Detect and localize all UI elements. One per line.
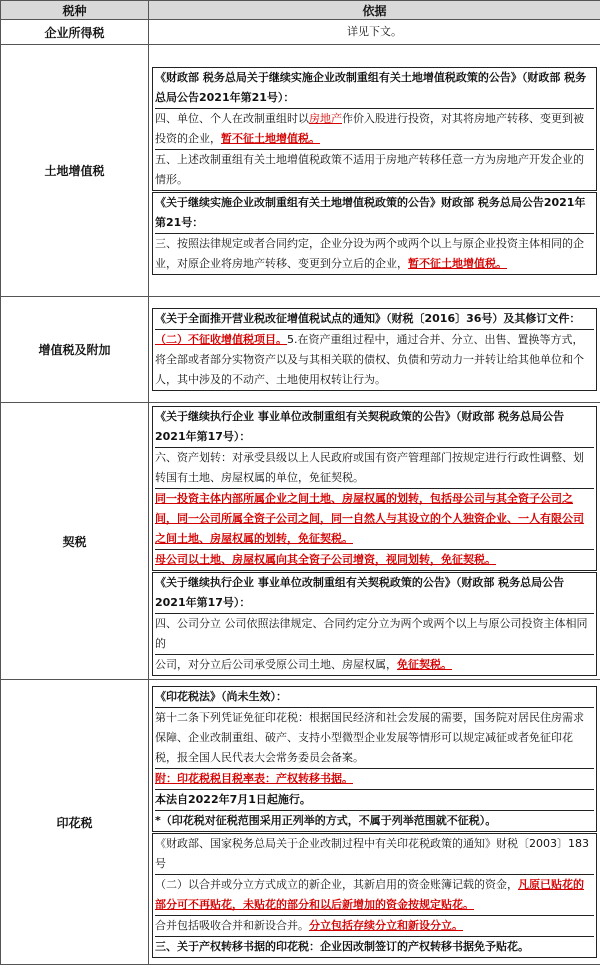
deed-doc2-p4b-line: [155, 655, 594, 675]
deed-doc2-p4a: 四、公司分立 公司依照法律规定、合同约定分立为两个或两个以上与原公司投资主体相同的: [155, 614, 594, 655]
land-doc2-p3-a: 三、按照法律规定或者合同约定，企业分设为两个或两个以上与原企业投资主体相同的企业，对原企业将房地产转移、变更到分立后的企业，: [155, 237, 584, 270]
basis-deed: [149, 403, 600, 680]
land-doc2-box: [152, 192, 597, 275]
stamp-merge-red: 分立包括存续分立和新设分立。: [309, 919, 463, 932]
land-doc2-title: 《关于继续实施企业改制重组有关土地增值税政策的公告》财政部 税务总局公告2021年第21号：: [155, 193, 594, 234]
stamp-merge: [155, 916, 594, 937]
land-doc1-p5: 五、上述改制重组有关土地增值税政策不适用于房地产转移任意一方为房地产开发企业的情形。: [155, 150, 594, 190]
row-land: [1, 45, 600, 297]
basis-cit: 详见下文。: [149, 20, 600, 45]
stamp-p2: [155, 875, 594, 916]
stamp-art12: 第十二条下列凭证免征印花税：根据国民经济和社会发展的需要，国务院对居民住房需求保障、企业改制重组、破产、支持小型微型企业发展等情形可以规定减征或者免征印花税，报全国人民代表大会常务委员会备案。: [155, 708, 594, 769]
land-doc1-title: 《财政部 税务总局关于继续实施企业改制重组有关土地增值税政策的公告》（财政部 税务总局公告2021年第21号）：: [155, 68, 594, 109]
deed-doc1-red1: 同一投资主体内部所属企业之间土地、房屋权属的划转，包括母公司与其全资子公司之间，同一公司所属全资子公司之间，同一自然人与其设立的个人独资企业、一人有限公司之间土地、房屋权属的划转，免征契税。: [155, 489, 594, 550]
row-vat: [1, 297, 600, 403]
stamp-appendix: 附：印花税税目税率表：产权转移书据。: [155, 769, 594, 790]
deed-doc1-title: 《关于继续执行企业 事业单位改制重组有关契税政策的公告》（财政部 税务总局公告2021年第17号）：: [155, 407, 594, 448]
tax-name-stamp: 印花税: [1, 680, 149, 965]
stamp-merge-a: 合并包括吸收合并和新设合并。: [155, 919, 309, 932]
row-deed: [1, 403, 600, 680]
row-stamp: [1, 680, 600, 965]
land-doc1-p4-b: 作价入股进行投资，对其将房地产转移、变更到被投资的企业，: [155, 112, 584, 145]
stamp-notice-box: [152, 833, 597, 958]
land-doc1-p4-a: 四、单位、个人在改制重组时以: [155, 112, 309, 125]
header-tax: 税种: [1, 1, 149, 20]
land-doc1-p4-c: 暂不征土地增值税。: [221, 132, 320, 145]
land-doc1-box: [152, 67, 597, 191]
stamp-law-title-line: [155, 687, 594, 708]
vat-p-red: （二）不征收增值税项目。: [155, 333, 287, 346]
vat-box: [152, 308, 597, 391]
deed-doc2-p4b: 公司，对分立后公司承受原公司土地、房屋权属，: [155, 658, 397, 671]
stamp-law-box: [152, 686, 597, 832]
stamp-enumerate-note: *（印花税对征税范围采用正列举的方式，不属于列举范围就不征税）。: [155, 811, 594, 831]
row-cit: [1, 20, 600, 45]
vat-p: [155, 330, 594, 390]
deed-doc1-p6: 六、资产划转：对承受县级以上人民政府或国有资产管理部门按规定进行行政性调整、划转国有土地、房屋权属的单位，免征契税。: [155, 448, 594, 489]
basis-land: [149, 45, 600, 297]
stamp-p3: 三、关于产权转移书据的印花税：企业因改制签订的产权转移书据免予贴花。: [155, 937, 594, 957]
tax-name-vat: 增值税及附加: [1, 297, 149, 403]
deed-doc2-box: [152, 572, 597, 676]
stamp-effective: 本法自2022年7月1日起施行。: [155, 790, 594, 811]
deed-doc1-box: [152, 406, 597, 571]
tax-name-deed: 契税: [1, 403, 149, 680]
tax-name-land: 土地增值税: [1, 45, 149, 297]
deed-doc2-red: 免征契税。: [397, 658, 452, 671]
stamp-law-note: （尚未生效）：: [221, 690, 287, 703]
land-doc1-p4-red: 房地产: [309, 112, 342, 125]
basis-stamp: [149, 680, 600, 965]
stamp-p2-red: 凡原已贴花的部分可不再贴花，未贴花的部分和以后新增加的资金按规定贴花。: [155, 878, 584, 911]
deed-doc1-red2: 母公司以土地、房屋权属向其全资子公司增资，视同划转，免征契税。: [155, 550, 594, 570]
stamp-law-title: 《印花税法》: [155, 690, 221, 703]
stamp-p2-a: （二）以合并或分立方式成立的新企业，其新启用的资金账簿记载的资金，: [155, 878, 518, 891]
vat-title: 《关于全面推开营业税改征增值税试点的通知》（财税〔2016〕36号）及其修订文件：: [155, 309, 594, 330]
vat-p-text: 5.在资产重组过程中，通过合并、分立、出售、置换等方式，将全部或者部分实物资产以及与其相关联的债权、负债和劳动力一并转让给其他单位和个人，其中涉及的不动产、土地使用权转让行为。: [155, 333, 584, 386]
stamp-notice-title: 《财政部、国家税务总局关于企业改制过程中有关印花税政策的通知》财税〔2003〕183号: [155, 834, 594, 875]
header-row: [1, 1, 600, 20]
land-doc2-p3-red: 暂不征土地增值税。: [408, 257, 507, 270]
land-doc1-p4: [155, 109, 594, 150]
tax-name-cit: 企业所得税: [1, 20, 149, 45]
header-basis: 依据: [149, 1, 600, 20]
basis-vat: [149, 297, 600, 403]
deed-doc2-title: 《关于继续执行企业 事业单位改制重组有关契税政策的公告》（财政部 税务总局公告2021年第17号）：: [155, 573, 594, 614]
land-doc2-p3: [155, 234, 594, 274]
